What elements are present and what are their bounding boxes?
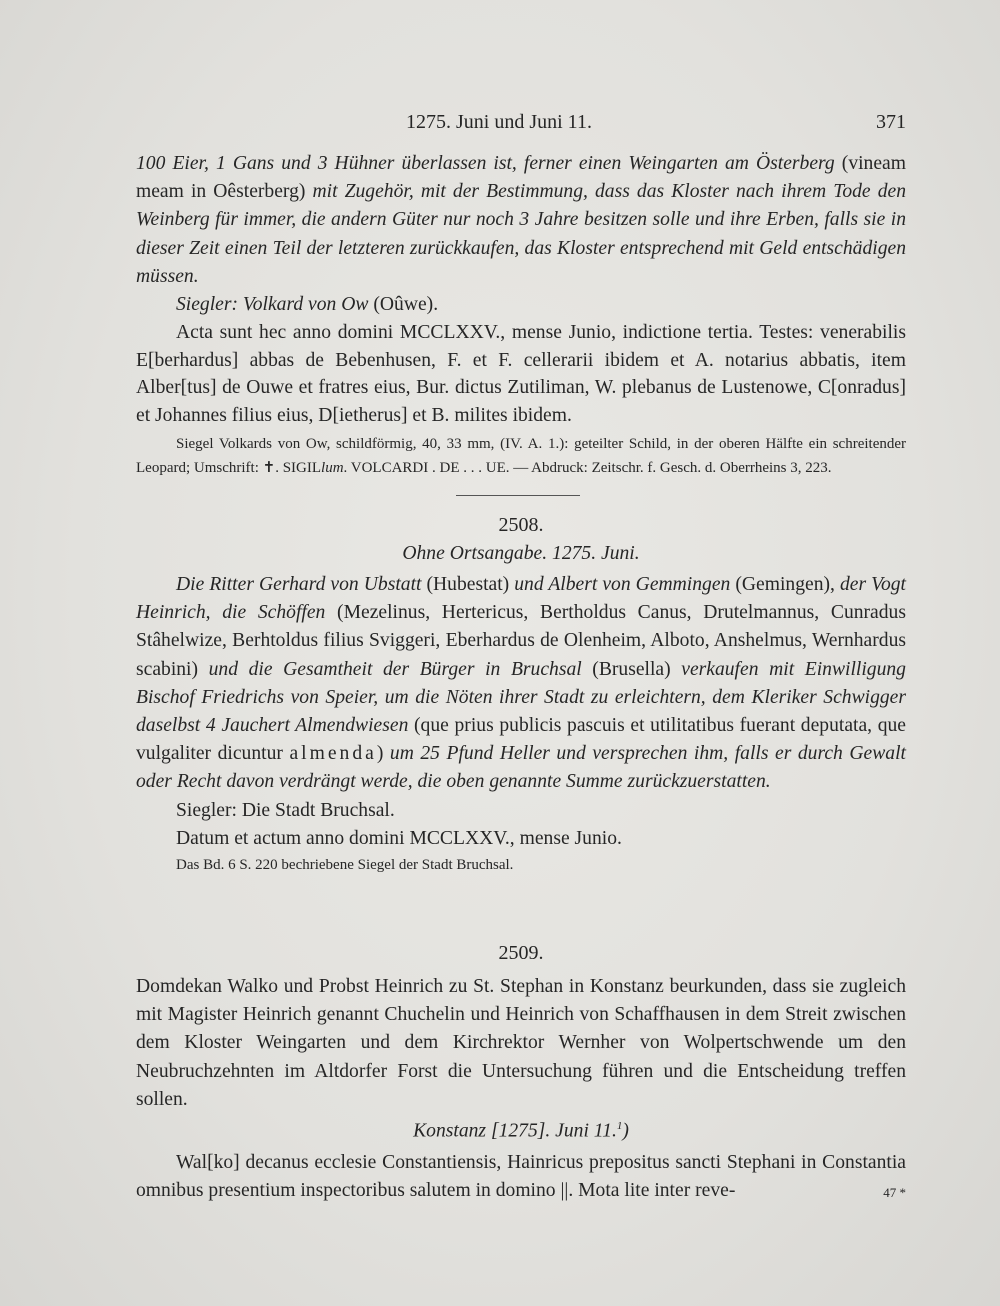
text-run: . VOLCARDI . DE . . . UE. — Abdruck: Zeitschr. f. Gesch. d. Oberrheins 3, 223. (343, 459, 832, 476)
header-title: 1275. Juni und Juni 11. (406, 111, 592, 133)
text-run: (Mezelinus, Hertericus, Bertholdus Canus, Drutelmannus, Cunradus Stâhelwize, Berhtoldus filius Sviggeri, Eberhardus de Olenheim, Alboto, Anshelmus, Wernhardus scabini) (136, 602, 906, 680)
text-run: Die Ritter Gerhard von Ubstatt (176, 574, 422, 595)
doc2508-summary (136, 571, 906, 797)
document-2509 (136, 942, 906, 1205)
doc2507-sealer (136, 291, 906, 319)
text-run: um 25 Pfund Heller und versprechen ihm, falls er durch Gewalt oder Recht davon verdrängt werde, die oben genannte Summe zurückzuerstatten. (136, 743, 906, 793)
text-run: und die Gesamtheit der Bürger in Bruchsal (208, 658, 582, 680)
text-run: almenda (289, 743, 377, 765)
text-run: verkaufen mit Einwilligung Bischof Friedrichs von Speier, um die Nöten ihrer Stadt zu erleichtern, dem Kleriker Schwigger daselbst 4 Jauchert Almendwiesen (136, 658, 906, 737)
signature-mark: 47 * (883, 1185, 906, 1200)
text-run: ) (376, 743, 390, 765)
text-run: (vineam meam in Oêsterberg) (136, 153, 906, 203)
text-run: mit Zugehör, mit der Bestimmung, dass das Kloster nach ihrem Tode den Weinberg für immer, die andern Güter nur noch 3 Jahre besitzen solle und ihre Erben, falls sie in dieser Zeit einen Teil der letzteren zurückkaufen, das Kloster entsprechend mit Geld entschädigen müssen. (136, 181, 906, 287)
text-run: der Vogt Heinrich, die Schöffen (136, 574, 906, 624)
text-run: Siegler: Volkard von Ow (176, 294, 369, 316)
doc2507-summary (136, 150, 906, 291)
doc2509-place-date (136, 1120, 906, 1143)
document-2507-continuation (136, 150, 906, 480)
text-run: (Brusella) (581, 658, 682, 680)
doc2508-number: 2508. (498, 514, 544, 536)
text-run: (Oûwe). (368, 294, 439, 316)
doc2508-datum: Datum et actum anno domini MCCLXXV., mense Junio. (176, 827, 622, 849)
doc2507-text: Acta sunt hec anno domini MCCLXXV., mense Junio, indictione tertia. Testes: venerabilis E[berhardus] abbas de Bebenhusen, F. et F. cellerarii ibidem et A. notarius abbatis, item Alber[tus] de Ouwe et fratres eius, Bur. dictus Zutiliman, W. plebanus de Lustenowe, C[onradus] et Johannes filius eius, D[ietherus] et B. milites ibidem. (136, 322, 906, 426)
footnote-paren: ) (622, 1120, 629, 1142)
text-run: 100 Eier, 1 Gans und 3 Hühner überlassen ist, ferner einen Weingarten am Österberg (136, 153, 835, 174)
document-2508 (136, 514, 906, 877)
doc2508-note: Das Bd. 6 S. 220 bechriebene Siegel der Stadt Bruchsal. (176, 857, 514, 874)
doc2509-number: 2509. (498, 942, 544, 964)
section-divider (456, 495, 580, 496)
page-number: 371 (876, 111, 906, 133)
doc2509-summary: Domdekan Walko und Probst Heinrich zu St. Stephan in Konstanz beurkunden, dass sie zugleich mit Magister Heinrich genannt Chuchelin und Heinrich von Schaffhausen in dem Streit zwischen dem Kloster Weingarten und dem Kirchrektor Wernher von Wolpertschwende um den Neubruchzehnten im Altdorfer Forst die Untersuchung führen und die Entscheidung treffen sollen. (136, 976, 906, 1110)
doc2509-text: Wal[ko] decanus ecclesie Constantiensis, Hainricus prepositus sancti Stephani in Constantia omnibus presentium inspectoribus salutem in domino ||. Mota lite inter reve- (136, 1151, 906, 1201)
running-header (136, 111, 906, 141)
doc2508-place-date: Ohne Ortsangabe. 1275. Juni. (402, 543, 640, 564)
text-run: lum (321, 459, 344, 476)
text-run: Siegel Volkards von Ow, schildförmig, 40, 33 mm, (IV. A. 1.): geteilter Schild, in der oberen Hälfte ein schreitender Leopard; Umschrift: ✝. SIGIL (136, 435, 906, 476)
doc2508-sealer: Siegler: Die Stadt Bruchsal. (176, 799, 395, 821)
text-run: (Gemingen), (730, 574, 840, 595)
text-run: (Hubestat) (421, 574, 515, 595)
doc2509-place-date-text: Konstanz [1275]. Juni 11. (413, 1120, 617, 1142)
text-run: und Albert von Gemmingen (514, 574, 731, 595)
text-run: (que prius publicis pascuis et utilitatibus fuerant deputata, que vulgaliter dicuntur (136, 715, 907, 765)
footnote-mark: 1 (616, 1120, 623, 1133)
doc2507-note (136, 432, 906, 480)
